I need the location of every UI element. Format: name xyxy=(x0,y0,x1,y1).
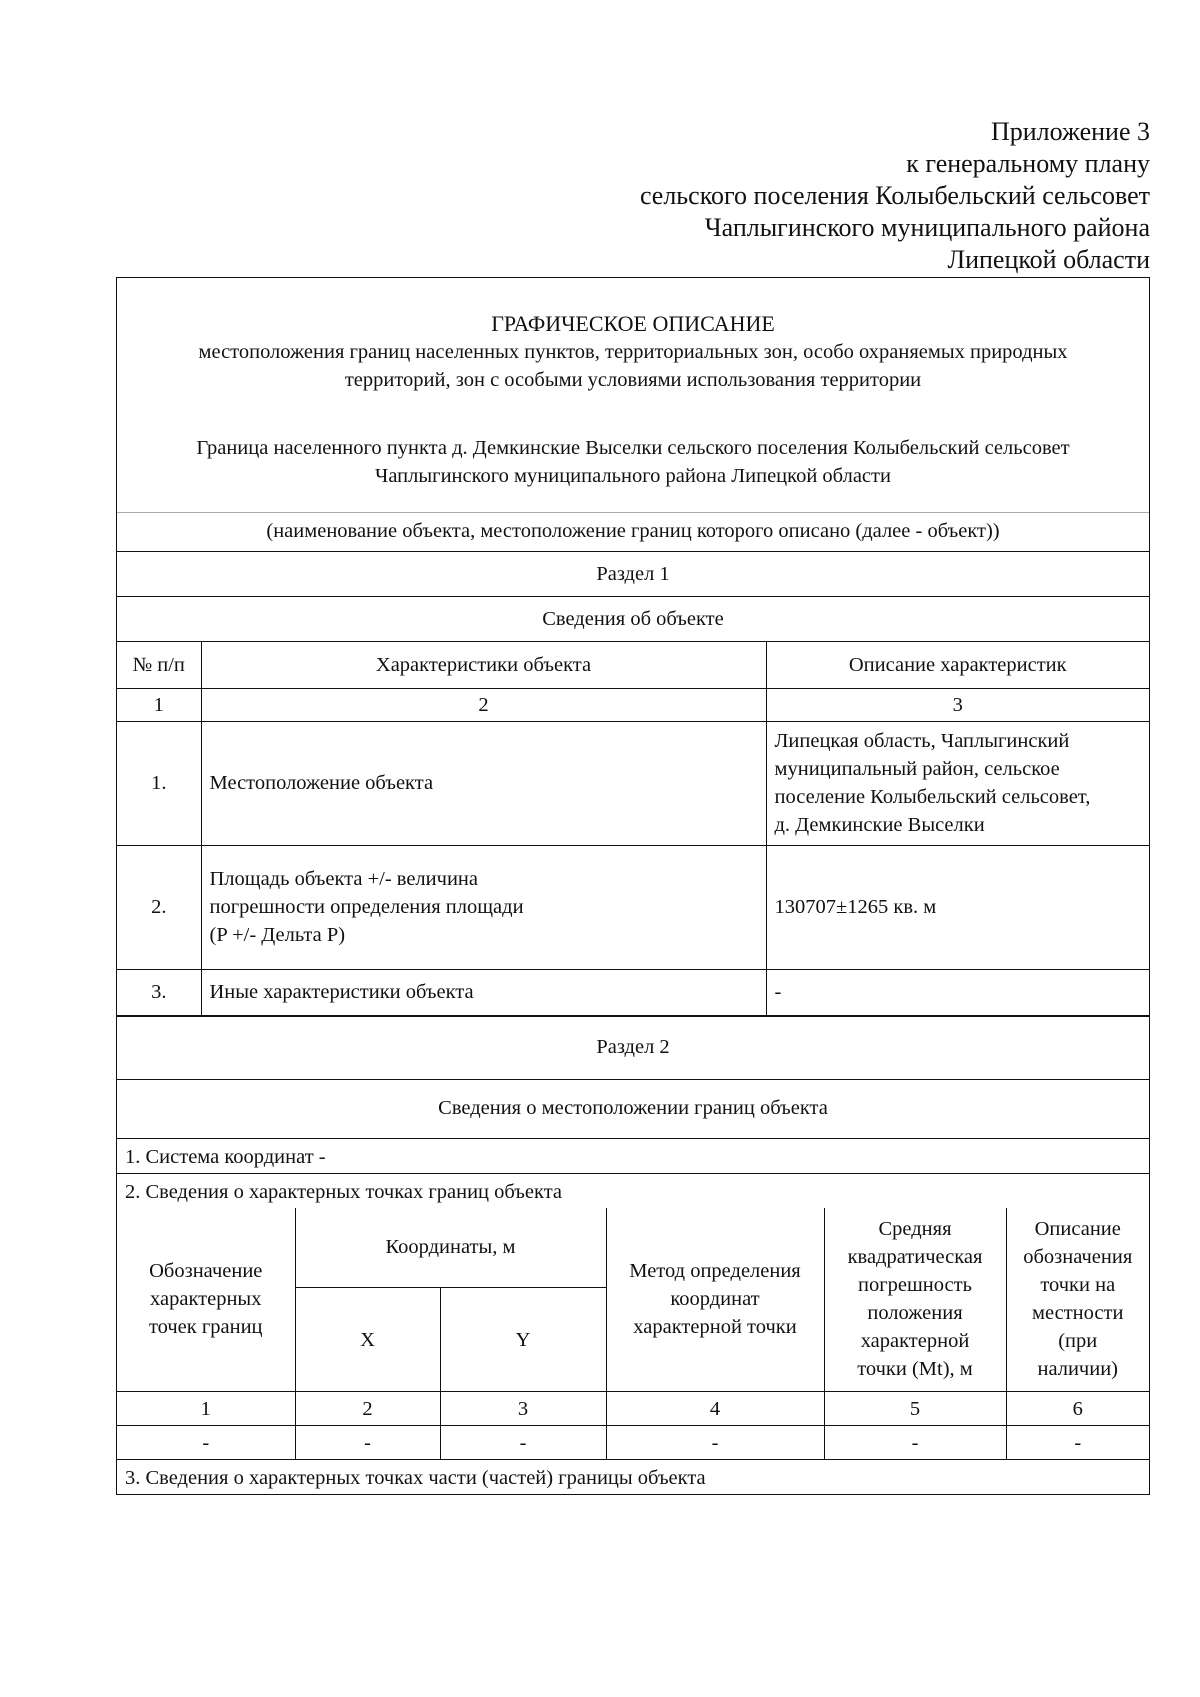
row-number: 1. xyxy=(117,721,201,845)
characteristic-value: - xyxy=(766,969,1149,1015)
column-number: 3 xyxy=(440,1392,606,1426)
section-2-title: Раздел 2 xyxy=(117,1016,1149,1080)
value-line: Липецкая область, Чаплыгинский xyxy=(774,730,1070,752)
header-number: № п/п xyxy=(117,642,201,688)
value-line: поселение Колыбельский сельсовет, xyxy=(774,786,1091,808)
name-line: погрешности определения площади xyxy=(209,896,524,918)
object-name-line-1: Граница населенного пункта д. Демкинские Выселки сельского поселения Колыбельский сельсовет xyxy=(196,437,1070,459)
header-coordinates: Координаты, м xyxy=(295,1208,606,1288)
table-row xyxy=(117,721,1149,845)
characteristic-name: Иные характеристики объекта xyxy=(201,969,766,1015)
value-line: муниципальный район, сельское xyxy=(774,758,1060,780)
header-method: Метод определения координат характерной точки xyxy=(606,1208,824,1392)
table-row xyxy=(117,969,1149,1015)
column-number: 2 xyxy=(295,1392,440,1426)
object-caption: (наименование объекта, местоположение границ которого описано (далее - объект)) xyxy=(117,512,1149,552)
document-frame xyxy=(116,277,1150,1495)
column-number: 3 xyxy=(766,688,1149,721)
point-cell: - xyxy=(295,1426,440,1460)
point-cell: - xyxy=(606,1426,824,1460)
header-characteristics: Характеристики объекта xyxy=(201,642,766,688)
column-number-row xyxy=(117,1392,1149,1426)
column-number: 1 xyxy=(117,1392,295,1426)
table-row xyxy=(117,845,1149,969)
name-line: (P +/- Дельта P) xyxy=(209,924,346,946)
column-number: 4 xyxy=(606,1392,824,1426)
characteristic-name xyxy=(201,845,766,969)
document-title: ГРАФИЧЕСКОЕ ОПИСАНИЕ xyxy=(491,311,775,336)
point-cell: - xyxy=(117,1426,295,1460)
appendix-header xyxy=(450,116,1150,276)
column-number: 2 xyxy=(201,688,766,721)
header-description: Описание характеристик xyxy=(766,642,1149,688)
header-y: Y xyxy=(440,1288,606,1392)
header-designation: Обозначение характерных точек границ xyxy=(117,1208,295,1392)
object-name-line-2: Чаплыгинского муниципального района Липецкой области xyxy=(375,465,891,487)
point-cell: - xyxy=(824,1426,1006,1460)
header-point-description: Описание обозначения точки на местности (при наличии) xyxy=(1006,1208,1149,1392)
column-number: 5 xyxy=(824,1392,1006,1426)
appendix-line-3: сельского поселения Колыбельский сельсовет xyxy=(639,181,1150,210)
table-header-row xyxy=(117,642,1149,688)
section-1-title: Раздел 1 xyxy=(117,552,1149,597)
characteristic-value xyxy=(766,721,1149,845)
appendix-line-4: Чаплыгинского муниципального района xyxy=(704,213,1150,242)
document-subtitle-line-2: территорий, зон с особыми условиями использования территории xyxy=(344,369,922,391)
points-table xyxy=(117,1208,1149,1461)
point-cell: - xyxy=(1006,1426,1149,1460)
row-number: 2. xyxy=(117,845,201,969)
object-info-table xyxy=(117,642,1149,1016)
characteristic-name: Местоположение объекта xyxy=(201,721,766,845)
section-1-subtitle: Сведения об объекте xyxy=(117,597,1149,642)
row-number: 3. xyxy=(117,969,201,1015)
coordinate-system: 1. Система координат - xyxy=(117,1139,1149,1174)
value-line: д. Демкинские Выселки xyxy=(774,814,985,836)
column-number: 6 xyxy=(1006,1392,1149,1426)
table-row xyxy=(117,1426,1149,1460)
section-2-subtitle: Сведения о местоположении границ объекта xyxy=(117,1080,1149,1139)
header-x: X xyxy=(295,1288,440,1392)
header-mean-error: Средняя квадратическая погрешность положения характерной точки (Mt), м xyxy=(824,1208,1006,1392)
column-number: 1 xyxy=(117,688,201,721)
characteristic-value: 130707±1265 кв. м xyxy=(766,845,1149,969)
title-block xyxy=(117,278,1149,394)
appendix-line-1: Приложение 3 xyxy=(990,117,1150,146)
parts-title: 3. Сведения о характерных точках части (частей) границы объекта xyxy=(125,1467,706,1489)
document-subtitle-line-1: местоположения границ населенных пунктов, территориальных зон, особо охраняемых природных xyxy=(198,341,1068,363)
appendix-line-2: к генеральному плану xyxy=(906,149,1150,178)
appendix-line-5: Липецкой области xyxy=(947,245,1150,274)
points-header-row xyxy=(117,1208,1149,1288)
name-line: Площадь объекта +/- величина xyxy=(209,868,478,890)
object-name-block xyxy=(117,394,1149,512)
points-title: 2. Сведения о характерных точках границ объекта xyxy=(125,1180,563,1203)
point-cell: - xyxy=(440,1426,606,1460)
column-number-row xyxy=(117,688,1149,721)
